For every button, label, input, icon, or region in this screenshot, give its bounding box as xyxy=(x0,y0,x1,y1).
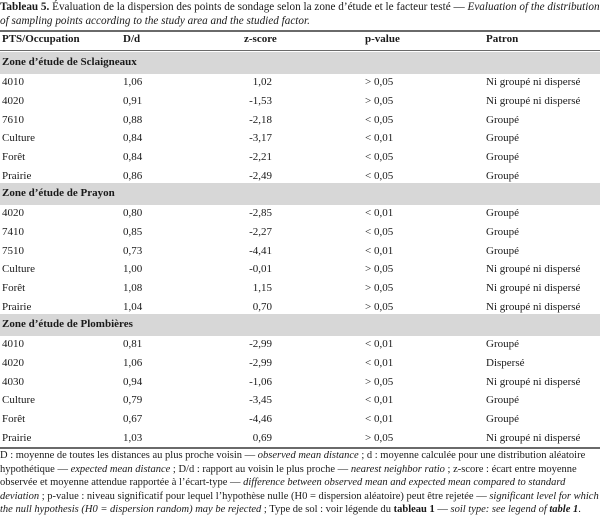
section-title: Zone d’étude de Plombières xyxy=(2,318,133,330)
cell-patron: Ni groupé ni dispersé xyxy=(486,76,581,88)
cell-dd: 1,04 xyxy=(123,300,143,313)
cell-zscore: 0,69 xyxy=(252,431,272,444)
cell-pts: Prairie xyxy=(2,431,32,444)
note-text: — xyxy=(434,504,451,516)
note-table-ref-en: table 1 xyxy=(549,504,579,516)
cell-patron: Groupé xyxy=(486,413,519,425)
cell-pts: 7610 xyxy=(2,113,24,126)
cell-pts: Culture xyxy=(2,394,35,407)
table-row xyxy=(0,93,600,111)
header-pvalue: p-value xyxy=(365,33,400,45)
section-header xyxy=(0,314,600,336)
note-text: ; D/d : rapport au voisin le plus proche — xyxy=(170,463,351,475)
cell-zscore: -2,99 xyxy=(249,338,272,350)
header-dd: D/d xyxy=(123,33,141,45)
cell-pts: 4030 xyxy=(2,375,24,388)
section-header xyxy=(0,183,600,205)
cell-pts: 4010 xyxy=(2,338,24,350)
table-row xyxy=(0,336,600,354)
table-row xyxy=(0,112,600,130)
note-italic: significant level for which the null hypothesis (H0 = dispersion random) may be rejected xyxy=(0,490,599,516)
header-rule xyxy=(0,50,600,51)
cell-zscore: -0,01 xyxy=(249,263,272,276)
table-row xyxy=(0,392,600,410)
cell-dd: 0,86 xyxy=(123,169,143,182)
cell-dd: 0,81 xyxy=(123,338,143,350)
table-row xyxy=(0,74,600,92)
cell-dd: 0,80 xyxy=(123,207,143,219)
note-text: . xyxy=(578,504,581,516)
cell-patron: Groupé xyxy=(486,244,519,257)
cell-zscore: -2,27 xyxy=(249,225,272,238)
cell-pts: 4020 xyxy=(2,207,24,219)
cell-dd: 0,67 xyxy=(123,413,143,425)
cell-pts: 4010 xyxy=(2,76,24,88)
cell-zscore: -2,21 xyxy=(249,151,272,163)
cell-dd: 0,73 xyxy=(123,244,143,257)
cell-pvalue: < 0,01 xyxy=(365,394,394,407)
cell-patron: Ni groupé ni dispersé xyxy=(486,263,581,276)
note-italic: nearest neighbor ratio xyxy=(350,463,445,475)
caption-label: Tableau 5. xyxy=(0,1,50,13)
cell-patron: Ni groupé ni dispersé xyxy=(486,431,581,444)
note-text: ; Type de sol : voir légende du xyxy=(261,504,394,516)
cell-pvalue: < 0,01 xyxy=(365,413,394,425)
cell-zscore: 1,02 xyxy=(252,76,272,88)
note-text: ; p-value : niveau significatif pour lequel l’hypothèse nulle (H0 = dispersion aléatoire) peut être rejetée — xyxy=(39,490,490,502)
cell-dd: 0,84 xyxy=(123,151,143,163)
table-row xyxy=(0,355,600,373)
cell-patron: Groupé xyxy=(486,151,519,163)
header-pts: PTS/Occupation xyxy=(2,33,80,45)
cell-pvalue: > 0,05 xyxy=(365,94,394,107)
cell-pvalue: < 0,05 xyxy=(365,169,394,182)
cell-patron: Groupé xyxy=(486,169,519,182)
cell-pvalue: > 0,05 xyxy=(365,431,394,444)
cell-pts: Culture xyxy=(2,132,35,145)
table-row xyxy=(0,430,600,448)
header-zscore: z-score xyxy=(244,33,277,45)
cell-dd: 0,85 xyxy=(123,225,143,238)
cell-pvalue: < 0,01 xyxy=(365,132,394,145)
table-caption xyxy=(0,0,600,28)
cell-zscore: -3,17 xyxy=(249,132,272,145)
cell-zscore: -2,85 xyxy=(249,207,272,219)
table-row xyxy=(0,205,600,223)
cell-pts: Forêt xyxy=(2,151,26,163)
cell-pts: Culture xyxy=(2,263,35,276)
cell-pvalue: < 0,01 xyxy=(365,356,394,369)
table-row xyxy=(0,374,600,392)
note-italic: observed mean distance xyxy=(257,450,359,461)
cell-zscore: -1,53 xyxy=(249,94,272,107)
cell-pvalue: > 0,05 xyxy=(365,300,394,313)
header-patron: Patron xyxy=(486,33,519,45)
cell-pvalue: < 0,05 xyxy=(365,151,394,163)
note-italic: expected mean distance xyxy=(70,463,171,475)
table-row xyxy=(0,224,600,242)
cell-pvalue: < 0,01 xyxy=(365,207,394,219)
cell-pvalue: < 0,05 xyxy=(365,113,394,126)
note-text: ; z-score : écart entre moyenne observée et moyenne attendue rapportée à l’écart-type — xyxy=(0,463,577,489)
cell-patron: Ni groupé ni dispersé xyxy=(486,300,581,313)
note-text: D : moyenne de toutes les distances au plus proche voisin — xyxy=(0,450,258,461)
cell-dd: 0,84 xyxy=(123,132,143,145)
cell-patron: Groupé xyxy=(486,225,519,238)
section-title: Zone d’étude de Prayon xyxy=(2,187,115,199)
cell-zscore: 1,15 xyxy=(252,282,272,294)
section-title: Zone d’étude de Sclaigneaux xyxy=(2,56,137,68)
cell-zscore: -3,45 xyxy=(249,394,272,407)
table-row xyxy=(0,149,600,167)
cell-patron: Groupé xyxy=(486,394,519,407)
cell-dd: 1,08 xyxy=(123,282,143,294)
cell-pts: Forêt xyxy=(2,282,26,294)
note-text: ; d : moyenne calculée pour une distribution aléatoire hypothétique — xyxy=(0,450,586,475)
cell-patron: Groupé xyxy=(486,132,519,145)
cell-dd: 0,88 xyxy=(123,113,143,126)
table-row xyxy=(0,411,600,429)
caption-english: Evaluation of the distribution of sampling points according to the study area and the studied factor. xyxy=(0,1,600,27)
cell-pvalue: > 0,05 xyxy=(365,263,394,276)
cell-patron: Groupé xyxy=(486,113,519,126)
cell-zscore: -2,18 xyxy=(249,113,272,126)
cell-pts: 7510 xyxy=(2,244,24,257)
cell-zscore: -4,41 xyxy=(249,244,272,257)
cell-pts: Forêt xyxy=(2,413,26,425)
cell-pts: 7410 xyxy=(2,225,24,238)
cell-patron: Groupé xyxy=(486,207,519,219)
cell-pvalue: < 0,05 xyxy=(365,225,394,238)
cell-pts: Prairie xyxy=(2,300,32,313)
cell-dd: 1,03 xyxy=(123,431,143,444)
cell-zscore: 0,70 xyxy=(252,300,272,313)
cell-patron: Ni groupé ni dispersé xyxy=(486,94,581,107)
cell-patron: Ni groupé ni dispersé xyxy=(486,375,581,388)
top-rule xyxy=(0,30,600,32)
cell-zscore: -2,49 xyxy=(249,169,272,182)
cell-patron: Dispersé xyxy=(486,356,525,369)
note-table-ref: tableau 1 xyxy=(393,504,435,516)
caption-french: Évaluation de la dispersion des points de sondage selon la zone d’étude et le facteur testé — xyxy=(49,1,468,13)
note-italic: soil type: see legend of xyxy=(450,504,550,516)
table-notes xyxy=(0,449,600,517)
cell-dd: 0,94 xyxy=(123,375,143,388)
cell-dd: 1,06 xyxy=(123,356,143,369)
cell-dd: 0,91 xyxy=(123,94,143,107)
cell-pts: 4020 xyxy=(2,94,24,107)
table-row xyxy=(0,280,600,298)
note-italic: difference between observed mean and expected mean compared to standard deviation xyxy=(0,477,566,502)
cell-pvalue: < 0,01 xyxy=(365,244,394,257)
cell-dd: 0,79 xyxy=(123,394,143,407)
cell-dd: 1,00 xyxy=(123,263,143,276)
cell-zscore: -4,46 xyxy=(249,413,272,425)
table-row xyxy=(0,130,600,148)
cell-pts: 4020 xyxy=(2,356,24,369)
cell-patron: Groupé xyxy=(486,338,519,350)
cell-pts: Prairie xyxy=(2,169,32,182)
cell-pvalue: < 0,01 xyxy=(365,338,394,350)
cell-pvalue: > 0,05 xyxy=(365,282,394,294)
cell-pvalue: > 0,05 xyxy=(365,375,394,388)
cell-pvalue: > 0,05 xyxy=(365,76,394,88)
section-header xyxy=(0,52,600,74)
cell-patron: Ni groupé ni dispersé xyxy=(486,282,581,294)
cell-dd: 1,06 xyxy=(123,76,143,88)
cell-zscore: -1,06 xyxy=(249,375,272,388)
table-row xyxy=(0,261,600,279)
cell-zscore: -2,99 xyxy=(249,356,272,369)
table-row xyxy=(0,243,600,261)
